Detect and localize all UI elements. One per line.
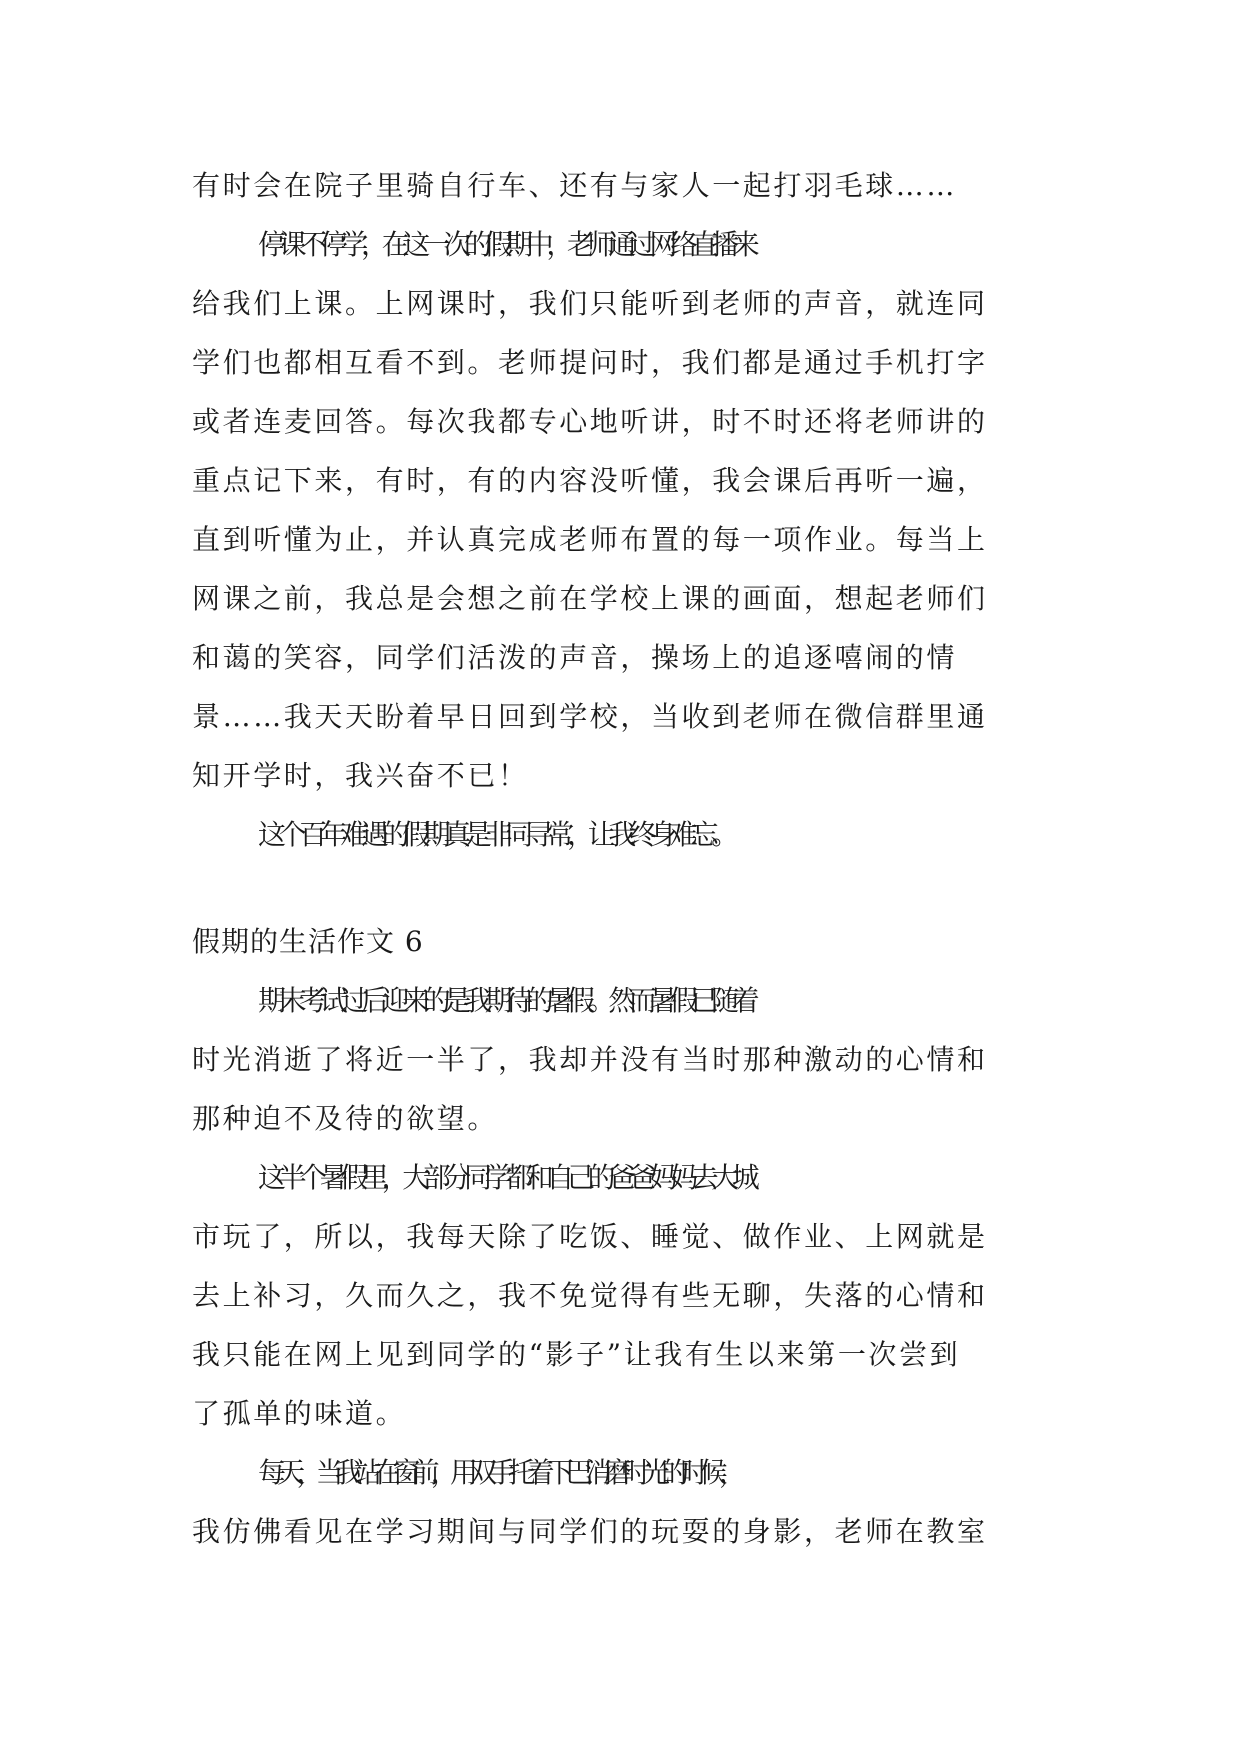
text-line: 网课之前，我总是会想之前在学校上课的画面，想起老师们 bbox=[192, 582, 988, 615]
text-line: 给我们上课。上网课时，我们只能听到老师的声音，就连同 bbox=[192, 287, 988, 320]
text-line: 我仿佛看见在学习期间与同学们的玩耍的身影，老师在教室 bbox=[192, 1515, 988, 1548]
text-line: 我只能在网上见到同学的“影子”让我有生以来第一次尝到 bbox=[192, 1338, 961, 1371]
paragraph-start: 这个百年难遇的假期真是非同寻常，让我终身难忘。 bbox=[258, 818, 732, 851]
text-line: 时光消逝了将近一半了，我却并没有当时那种激动的心情和 bbox=[192, 1043, 988, 1076]
paragraph-start: 每天，当我站在窗前，用双手托着下巴消磨时光的时候， bbox=[258, 1456, 739, 1489]
text-line: 和蔼的笑容，同学们活泼的声音，操场上的追逐嘻闹的情 bbox=[192, 641, 958, 674]
text-line: 那种迫不及待的欲望。 bbox=[192, 1102, 499, 1135]
text-line: 重点记下来，有时，有的内容没听懂，我会课后再听一遍， bbox=[192, 464, 988, 497]
text-line: 学们也都相互看不到。老师提问时，我们都是通过手机打字 bbox=[192, 346, 988, 379]
section-heading: 假期的生活作文 6 bbox=[192, 925, 424, 958]
text-line: 景……我天天盼着早日回到学校，当收到老师在微信群里通 bbox=[192, 700, 988, 733]
text-line: 或者连麦回答。每次我都专心地听讲，时不时还将老师讲的 bbox=[192, 405, 988, 438]
paragraph-start: 期末考试过后迎来的是我期待的暑假。然而暑假已随着 bbox=[258, 984, 753, 1017]
paragraph-start: 停课不停学，在这一次的假期中，老师通过网络直播来 bbox=[258, 228, 753, 261]
text-line: 去上补习，久而久之，我不免觉得有些无聊，失落的心情和 bbox=[192, 1279, 988, 1312]
text-line: 市玩了，所以，我每天除了吃饭、睡觉、做作业、上网就是 bbox=[192, 1220, 988, 1253]
text-line: 了孤单的味道。 bbox=[192, 1397, 407, 1430]
paragraph-start: 这半个暑假里，大部分同学都和自己的爸爸妈妈去大城 bbox=[258, 1161, 753, 1194]
text-line: 有时会在院子里骑自行车、还有与家人一起打羽毛球…… bbox=[192, 169, 958, 202]
text-line: 直到听懂为止，并认真完成老师布置的每一项作业。每当上 bbox=[192, 523, 988, 556]
text-line: 知开学时，我兴奋不已！ bbox=[192, 759, 529, 792]
